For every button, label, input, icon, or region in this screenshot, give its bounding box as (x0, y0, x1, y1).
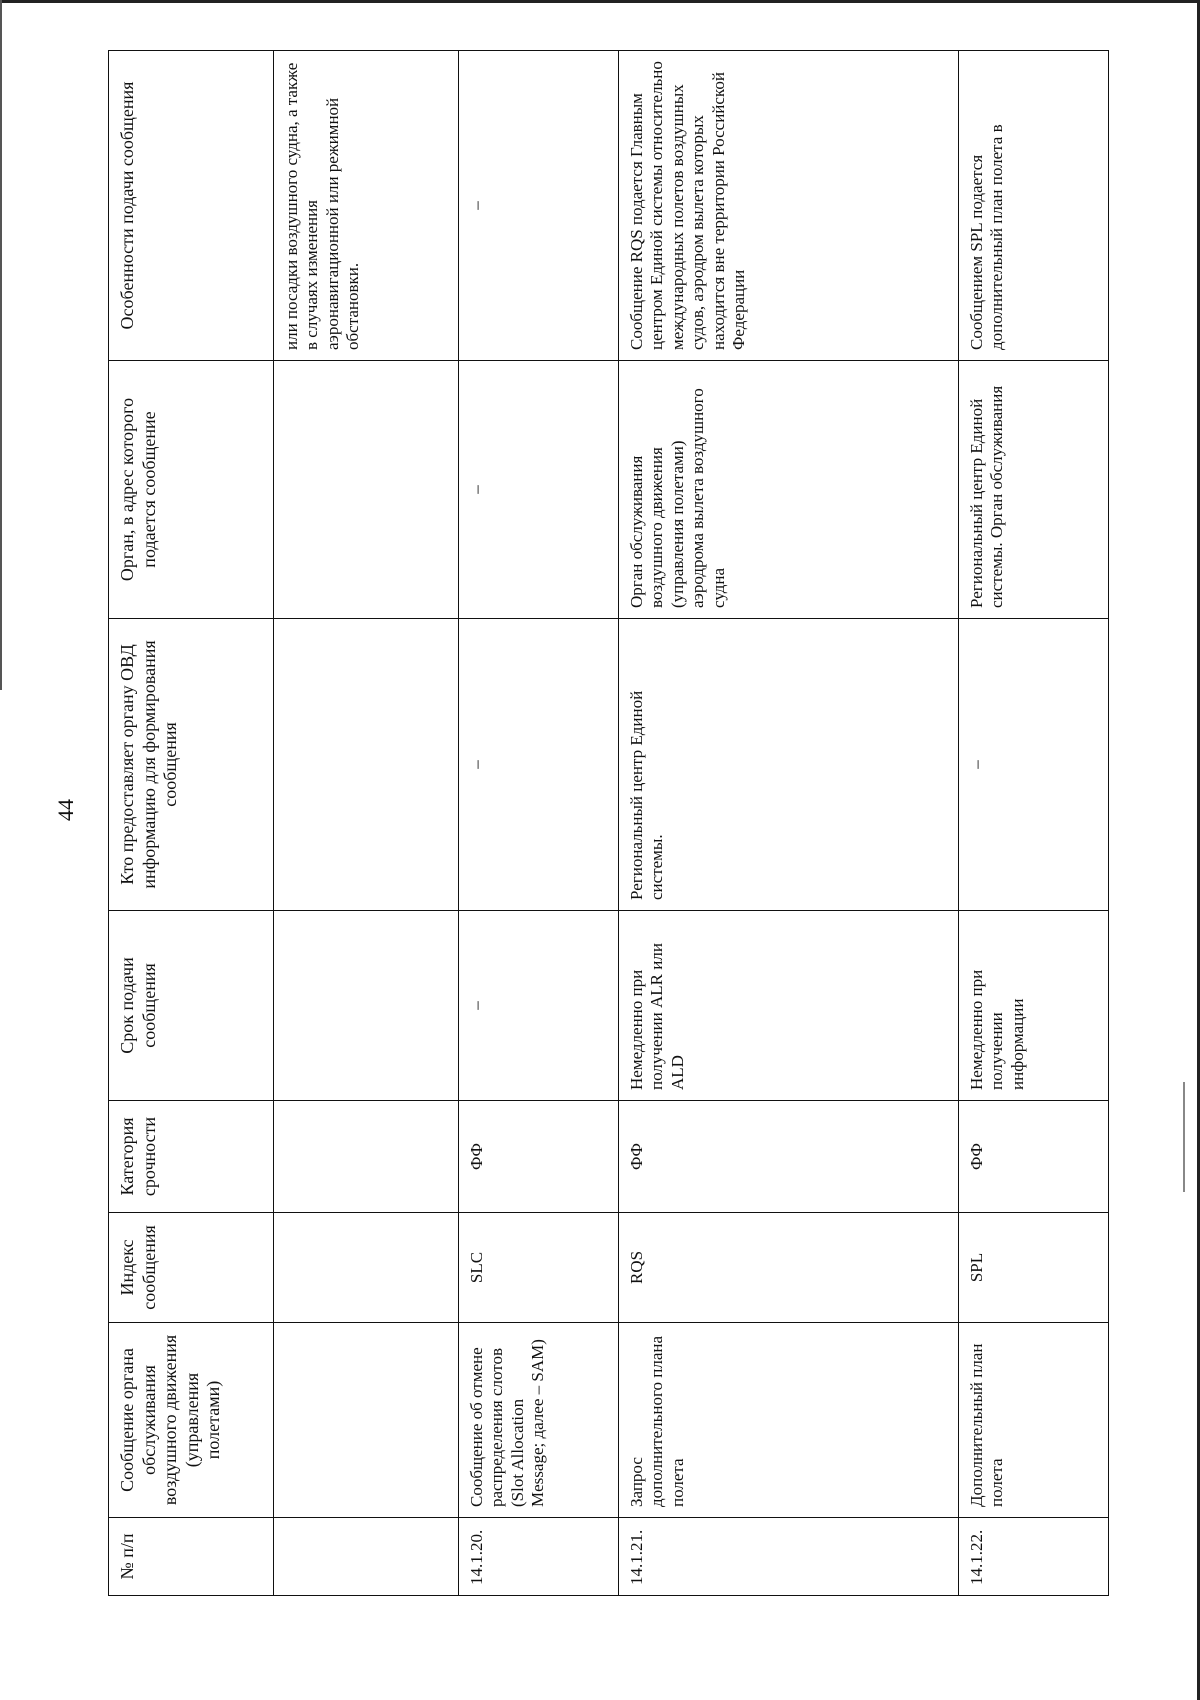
cell-deadline (274, 911, 459, 1101)
table-header-row (109, 51, 274, 1596)
cell-message: Сообщение об отмене распределения слотов (Slot Allocation Message; далее – SAM) (459, 1323, 619, 1518)
table-row (619, 51, 959, 1596)
rotated-table-wrapper (108, 51, 1108, 1596)
cell-category (274, 1101, 459, 1213)
scan-edge-top (0, 0, 1200, 3)
header-provider: Кто предоставляет органу ОВД информацию для формирования сообщения (109, 619, 274, 911)
header-recipient: Орган, в адрес которого подается сообщение (109, 361, 274, 619)
table-row (274, 51, 459, 1596)
cell-index: SPL (959, 1213, 1109, 1323)
cell-index: RQS (619, 1213, 959, 1323)
cell-number: 14.1.20. (459, 1518, 619, 1596)
cell-number: 14.1.21. (619, 1518, 959, 1596)
header-category: Категория срочности (109, 1101, 274, 1213)
cell-category: ФФ (459, 1101, 619, 1213)
page-number: 44 (53, 799, 78, 821)
scan-edge-mark (1183, 1082, 1185, 1192)
cell-recipient: – (459, 361, 619, 619)
cell-features: или посадки воздушного судна, а также в случаях изменения аэронавигационной или режимной обстановки. (274, 51, 459, 361)
message-table (108, 50, 1109, 1596)
header-deadline: Срок подачи сообщения (109, 911, 274, 1101)
cell-category: ФФ (959, 1101, 1109, 1213)
cell-deadline: – (459, 911, 619, 1101)
cell-features: Сообщение RQS подается Главным центром Единой системы относительно международных полетов воздушных судов, аэродром вылета которых находится вне территории Российской Федерации (619, 51, 959, 361)
cell-provider: Региональный центр Единой системы. (619, 619, 959, 911)
cell-message (274, 1323, 459, 1518)
cell-recipient (274, 361, 459, 619)
header-number: № п/п (109, 1518, 274, 1596)
table-row (959, 51, 1109, 1596)
cell-number (274, 1518, 459, 1596)
header-message: Сообщение органа обслуживания воздушного движения (управления полетами) (109, 1323, 274, 1518)
scan-edge-left (0, 0, 2, 690)
cell-deadline: Немедленно при получении ALR или ALD (619, 911, 959, 1101)
header-index: Индекс сообщения (109, 1213, 274, 1323)
cell-recipient: Орган обслуживания воздушного движения (управления полетами) аэродрома вылета воздушного судна (619, 361, 959, 619)
cell-provider: – (959, 619, 1109, 911)
cell-features: Сообщением SPL подается дополнительный план полета в (959, 51, 1109, 361)
cell-provider (274, 619, 459, 911)
table-row (459, 51, 619, 1596)
cell-deadline: Немедленно при получении информации (959, 911, 1109, 1101)
cell-category: ФФ (619, 1101, 959, 1213)
cell-provider: – (459, 619, 619, 911)
cell-message: Дополнительный план полета (959, 1323, 1109, 1518)
cell-recipient: Региональный центр Единой системы. Орган обслуживания (959, 361, 1109, 619)
cell-index: SLC (459, 1213, 619, 1323)
cell-features: – (459, 51, 619, 361)
cell-index (274, 1213, 459, 1323)
header-features: Особенности подачи сообщения (109, 51, 274, 361)
cell-message: Запрос дополнительного плана полета (619, 1323, 959, 1518)
cell-number: 14.1.22. (959, 1518, 1109, 1596)
